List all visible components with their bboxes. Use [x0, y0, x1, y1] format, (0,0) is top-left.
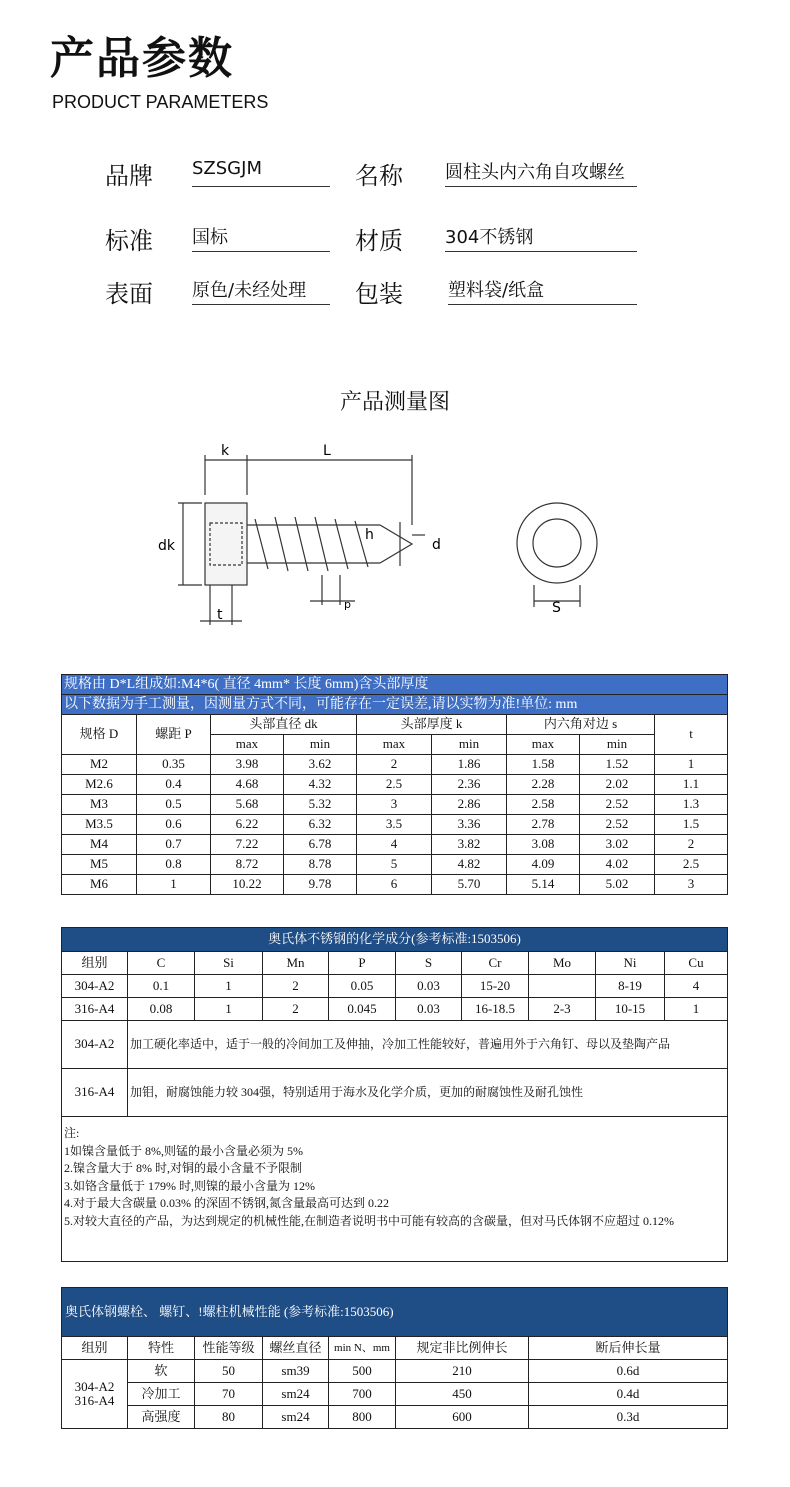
table-cell: 5.32: [284, 795, 357, 815]
column-header: S: [396, 952, 462, 975]
table-row: [62, 875, 728, 895]
spec-label-material: 材质: [355, 227, 403, 255]
table-cell: 1: [195, 998, 263, 1021]
subheader-max: max: [357, 735, 432, 755]
note-line: 2.镍含量大于 8% 时,对铜的最小含量不予限制: [64, 1161, 302, 1175]
dimensions-table: [61, 674, 728, 895]
group-cell: 304-A2 316-A4: [62, 1360, 128, 1429]
table-cell: 210: [396, 1360, 529, 1383]
spec-label-packaging: 包装: [355, 280, 403, 308]
column-header: P: [329, 952, 396, 975]
table-cell: 4: [665, 975, 728, 998]
label-s: S: [552, 600, 561, 616]
table-cell: 0.7: [137, 835, 211, 855]
table-cell: 4.02: [580, 855, 655, 875]
table-cell: 3.36: [432, 815, 507, 835]
table-row: [62, 855, 728, 875]
table-cell: 500: [329, 1360, 396, 1383]
table-cell: 316-A4: [62, 998, 128, 1021]
spec-value-brand: SZSGJM: [192, 158, 330, 187]
table-cell: 2: [655, 835, 728, 855]
table-cell: 4.82: [432, 855, 507, 875]
table-cell: 600: [396, 1406, 529, 1429]
table-cell: 10-15: [596, 998, 665, 1021]
table-cell: 1: [665, 998, 728, 1021]
table-cell: 2.28: [507, 775, 580, 795]
table-cell: 6.78: [284, 835, 357, 855]
table-row: [62, 975, 728, 998]
note-line: 注:: [64, 1126, 80, 1140]
label-k: k: [221, 443, 230, 459]
note-line: 5.对较大直径的产品，为达到规定的机械性能,在制造者说明书中可能有较高的含碳量，但对马氏体钢不应超过 0.12%: [64, 1213, 675, 1228]
table-row: [62, 755, 728, 775]
column-header: Si: [195, 952, 263, 975]
table-cell: 3.5: [357, 815, 432, 835]
table-cell: 2.78: [507, 815, 580, 835]
table-cell: M3.5: [62, 815, 137, 835]
label-t: t: [217, 607, 223, 623]
table-cell: 3: [357, 795, 432, 815]
table-cell: 70: [195, 1383, 263, 1406]
column-header: 断后伸长量: [529, 1337, 728, 1360]
column-header: Ni: [596, 952, 665, 975]
table-cell: 0.03: [396, 975, 462, 998]
table-cell: M5: [62, 855, 137, 875]
table-cell: 2.02: [580, 775, 655, 795]
label-L: L: [323, 443, 331, 459]
grade-label: 304-A2: [62, 1021, 128, 1069]
table-cell: 软: [128, 1360, 195, 1383]
column-header: Mn: [263, 952, 329, 975]
grade-description: 加工硬化率适中，适于一般的冷间加工及伸抽，冷加工性能较好，普遍用外于六角钉、母以及垫陶产品: [128, 1021, 728, 1069]
table-cell: sm24: [263, 1383, 329, 1406]
table-cell: 304-A2: [62, 975, 128, 998]
subheader-min: min: [432, 735, 507, 755]
table-cell: 8.72: [211, 855, 284, 875]
grade-description: 加钼，耐腐蚀能力较 304强，特别适用于海水及化学介质，更加的耐腐蚀性及耐孔蚀性: [128, 1069, 728, 1117]
table-cell: 高强度: [128, 1406, 195, 1429]
table-cell: 1.58: [507, 755, 580, 775]
table-cell: 0.5: [137, 795, 211, 815]
column-header: 组别: [62, 952, 128, 975]
table-cell: M6: [62, 875, 137, 895]
label-dk: dk: [158, 538, 175, 554]
table-cell: 4: [357, 835, 432, 855]
table-cell: 800: [329, 1406, 396, 1429]
column-header: 头部直径 dk: [211, 715, 357, 735]
table-row: [62, 775, 728, 795]
table-cell: 8.78: [284, 855, 357, 875]
table-cell: 5.02: [580, 875, 655, 895]
table-cell: 0.045: [329, 998, 396, 1021]
table-title: 奥氏体钢螺栓、 螺钉、!螺柱机械性能 (参考标准:1503506): [62, 1288, 728, 1337]
table-cell: 80: [195, 1406, 263, 1429]
table-cell: 2: [263, 975, 329, 998]
table-cell: 3.82: [432, 835, 507, 855]
spec-value-material: 304不锈钢: [445, 223, 637, 252]
column-header: 规定非比例伸长: [396, 1337, 529, 1360]
table-row: [62, 998, 728, 1021]
table-row: [62, 1383, 728, 1406]
table-cell: 6.22: [211, 815, 284, 835]
note-line: 3.如铬含量低于 179% 时,则镍的最小含量为 12%: [64, 1178, 315, 1193]
table-cell: sm24: [263, 1406, 329, 1429]
column-header: 螺丝直径: [263, 1337, 329, 1360]
note-line: 4.对于最大含碳量 0.03% 的深固不锈钢,氮含量最高可达到 0.22: [64, 1196, 389, 1210]
spec-value-name: 圆柱头内六角自攻螺丝: [445, 158, 637, 187]
spec-value-standard: 国标: [192, 223, 330, 252]
table-cell: 3: [655, 875, 728, 895]
table-cell: 0.4: [137, 775, 211, 795]
table-cell: 5.68: [211, 795, 284, 815]
column-header: 规格 D: [62, 715, 137, 755]
table-cell: 2-3: [529, 998, 596, 1021]
table-cell: 3.98: [211, 755, 284, 775]
table-cell: 冷加工: [128, 1383, 195, 1406]
table-cell: 10.22: [211, 875, 284, 895]
table-cell: 9.78: [284, 875, 357, 895]
table-cell: 0.1: [128, 975, 195, 998]
table-cell: 0.35: [137, 755, 211, 775]
page-subtitle: PRODUCT PARAMETERS: [52, 92, 269, 112]
column-header: Cu: [665, 952, 728, 975]
spec-value-surface: 原色/未经处理: [192, 276, 330, 305]
table-cell: 2: [357, 755, 432, 775]
table-row: [62, 1360, 728, 1383]
table-cell: 2.86: [432, 795, 507, 815]
table-cell: 4.68: [211, 775, 284, 795]
spec-label-standard: 标准: [105, 227, 153, 255]
table-cell: 0.6d: [529, 1360, 728, 1383]
table-cell: 1.52: [580, 755, 655, 775]
table-cell: 1: [137, 875, 211, 895]
column-header: 性能等级: [195, 1337, 263, 1360]
table-cell: M2.6: [62, 775, 137, 795]
column-header: 螺距 P: [137, 715, 211, 755]
subheader-max: max: [211, 735, 284, 755]
table-cell: 1.1: [655, 775, 728, 795]
column-header: t: [655, 715, 728, 755]
table-cell: M2: [62, 755, 137, 775]
subheader-min: min: [284, 735, 357, 755]
table-row: [62, 835, 728, 855]
table-cell: 2.58: [507, 795, 580, 815]
table-cell: 2: [263, 998, 329, 1021]
page-title: 产品参数: [50, 33, 234, 84]
spec-label-brand: 品牌: [105, 162, 153, 190]
table-cell: 0.05: [329, 975, 396, 998]
table-cell: 6: [357, 875, 432, 895]
column-header: 特性: [128, 1337, 195, 1360]
table-cell: 2.5: [357, 775, 432, 795]
table-cell: M3: [62, 795, 137, 815]
table-cell: 0.8: [137, 855, 211, 875]
table-cell: 0.03: [396, 998, 462, 1021]
column-header: 内六角对边 s: [507, 715, 655, 735]
table-cell: [529, 975, 596, 998]
table-cell: 5.70: [432, 875, 507, 895]
table-cell: 0.08: [128, 998, 195, 1021]
table-cell: 1.5: [655, 815, 728, 835]
table-cell: sm39: [263, 1360, 329, 1383]
table-cell: 1: [195, 975, 263, 998]
table-cell: 1: [655, 755, 728, 775]
table-title: 奥氏体不锈钢的化学成分(参考标准:1503506): [62, 928, 728, 952]
table-row: [62, 815, 728, 835]
subheader-max: max: [507, 735, 580, 755]
spec-label-surface: 表面: [105, 280, 153, 308]
table-cell: 2.52: [580, 795, 655, 815]
subheader-min: min: [580, 735, 655, 755]
table-cell: 7.22: [211, 835, 284, 855]
table-note: 以下数据为手工测量，因测量方式不同，可能存在一定误差,请以实物为准!单位: mm: [62, 695, 728, 715]
note-line: 1如镍含量低于 8%,则锰的最小含量必须为 5%: [64, 1143, 303, 1158]
column-header: 组别: [62, 1337, 128, 1360]
table-cell: 5.14: [507, 875, 580, 895]
notes: [62, 1117, 728, 1262]
table-row: [62, 1406, 728, 1429]
table-cell: 4.32: [284, 775, 357, 795]
table-cell: 15-20: [462, 975, 529, 998]
label-p: p: [344, 598, 351, 611]
table-cell: 50: [195, 1360, 263, 1383]
table-cell: 2.5: [655, 855, 728, 875]
table-cell: M4: [62, 835, 137, 855]
label-d: d: [432, 537, 441, 553]
table-cell: 700: [329, 1383, 396, 1406]
table-cell: 1.3: [655, 795, 728, 815]
table-cell: 450: [396, 1383, 529, 1406]
mechanical-properties-table: [61, 1287, 728, 1429]
spec-value-packaging: 塑料袋/纸盒: [448, 276, 637, 305]
column-header: Mo: [529, 952, 596, 975]
table-cell: 3.62: [284, 755, 357, 775]
column-header: Cr: [462, 952, 529, 975]
column-header: 头部厚度 k: [357, 715, 507, 735]
screw-drawing: [150, 435, 630, 630]
table-cell: 6.32: [284, 815, 357, 835]
table-cell: 1.86: [432, 755, 507, 775]
table-note: 规格由 D*L组成如:M4*6( 直径 4mm* 长度 6mm)含头部厚度: [62, 675, 728, 695]
label-h: h: [365, 527, 374, 543]
table-row: [62, 795, 728, 815]
table-cell: 0.3d: [529, 1406, 728, 1429]
table-cell: 3.08: [507, 835, 580, 855]
table-cell: 3.02: [580, 835, 655, 855]
table-cell: 4.09: [507, 855, 580, 875]
chemical-composition-table: [61, 927, 728, 1262]
table-cell: 2.36: [432, 775, 507, 795]
column-header: C: [128, 952, 195, 975]
drawing-title: 产品测量图: [339, 390, 450, 415]
column-header: min N、mm: [329, 1337, 396, 1360]
grade-label: 316-A4: [62, 1069, 128, 1117]
table-cell: 16-18.5: [462, 998, 529, 1021]
table-cell: 0.6: [137, 815, 211, 835]
table-cell: 8-19: [596, 975, 665, 998]
table-cell: 2.52: [580, 815, 655, 835]
table-cell: 5: [357, 855, 432, 875]
table-cell: 0.4d: [529, 1383, 728, 1406]
spec-label-name: 名称: [355, 162, 403, 190]
